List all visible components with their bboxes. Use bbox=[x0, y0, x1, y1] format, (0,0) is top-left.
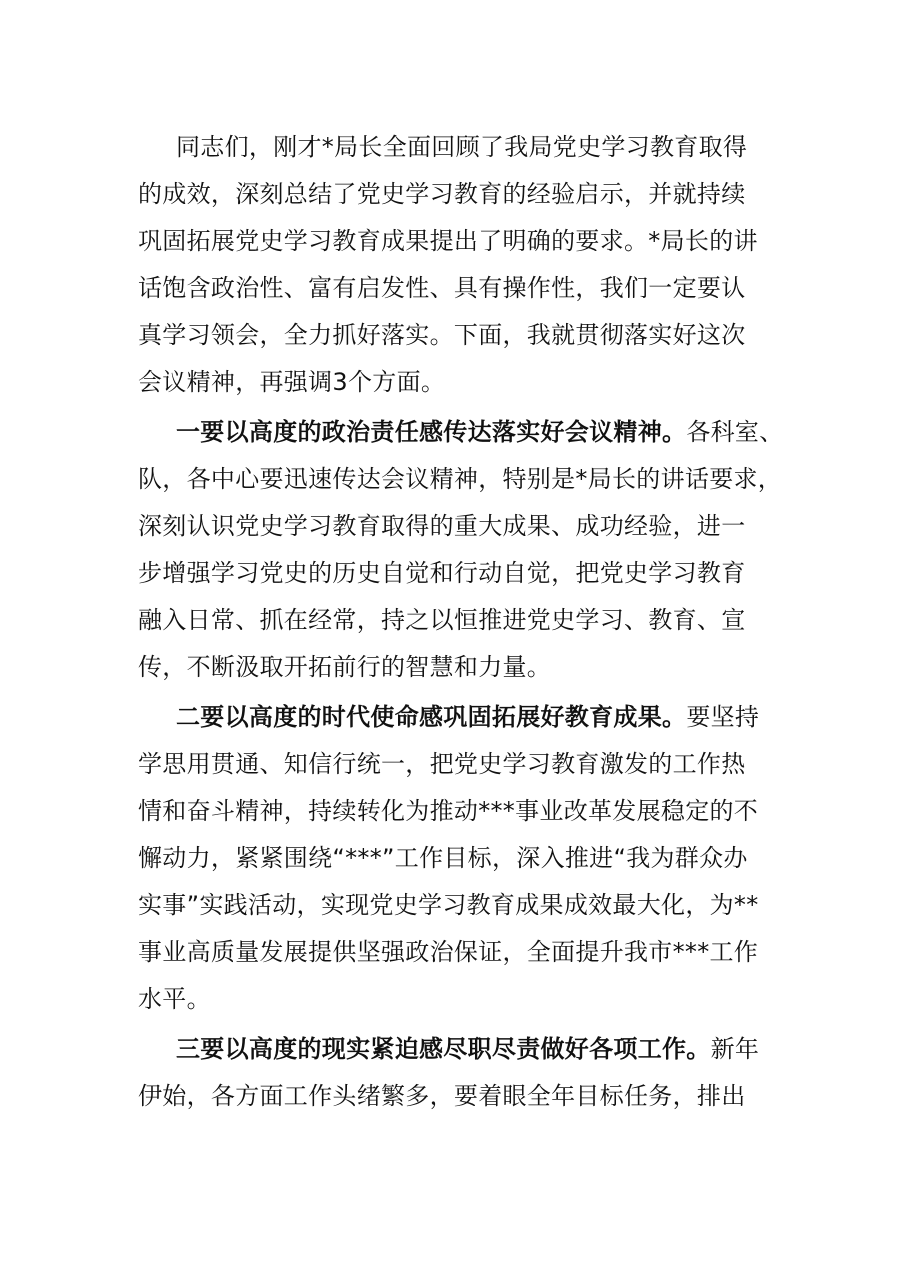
paragraph-point-two bbox=[138, 694, 778, 1023]
text-line: 伊始，各方面工作头绪繁多，要着眼全年目标任务，排出 bbox=[138, 1082, 746, 1110]
text-line: 传，不断汲取开拓前行的智慧和力量。 bbox=[138, 653, 552, 681]
document-body bbox=[138, 124, 784, 1120]
text-run: 新年 bbox=[710, 1035, 760, 1063]
paragraph-point-three bbox=[138, 1026, 778, 1120]
text-line: 话饱含政治性、富有启发性、具有操作性，我们一定要认 bbox=[138, 274, 746, 302]
section-heading: 三要以高度的现实紧迫感尽职尽责做好各项工作。 bbox=[176, 1035, 711, 1063]
text-line bbox=[138, 694, 778, 741]
text-line: 情和奋斗精神，持续转化为推动***事业改革发展稳定的不 bbox=[138, 797, 759, 825]
section-heading: 一要以高度的政治责任感传达落实好会议精神。 bbox=[176, 418, 687, 446]
text-line: 懈动力，紧紧围绕“***”工作目标，深入推进“我为群众办 bbox=[138, 844, 748, 872]
paragraph-intro bbox=[138, 124, 778, 406]
text-line: 真学习领会，全力抓好落实。下面，我就贯彻落实好这次 bbox=[138, 321, 746, 349]
text-line: 会议精神，再强调3个方面。 bbox=[138, 368, 446, 396]
paragraph-point-one bbox=[138, 409, 784, 691]
text-line: 深刻认识党史学习教育取得的重大成果、成功经验，进一 bbox=[138, 512, 746, 540]
section-heading: 二要以高度的时代使命感巩固拓展好教育成果。 bbox=[176, 703, 687, 731]
text-line: 水平。 bbox=[138, 985, 211, 1013]
text-line: 巩固拓展党史学习教育成果提出了明确的要求。*局长的讲 bbox=[138, 227, 758, 255]
text-line: 事业高质量发展提供坚强政治保证，全面提升我市***工作 bbox=[138, 938, 759, 966]
text-line bbox=[138, 409, 784, 456]
text-line: 步增强学习党史的历史自觉和行动自觉，把党史学习教育 bbox=[138, 559, 746, 587]
text-line: 实事”实践活动，实现党史学习教育成果成效最大化，为** bbox=[138, 891, 759, 919]
text-line: 融入日常、抓在经常，持之以恒推进党史学习、教育、宣 bbox=[138, 606, 746, 634]
text-line: 学思用贯通、知信行统一，把党史学习教育激发的工作热 bbox=[138, 750, 746, 778]
text-line: 的成效，深刻总结了党史学习教育的经验启示，并就持续 bbox=[138, 180, 746, 208]
text-run: 要坚持 bbox=[686, 703, 760, 731]
text-line: 队，各中心要迅速传达会议精神，特别是*局长的讲话要求， bbox=[138, 465, 783, 493]
text-run: 各科室、 bbox=[686, 418, 784, 446]
text-line: 同志们，刚才*局长全面回顾了我局党史学习教育取得 bbox=[176, 133, 748, 161]
text-line bbox=[138, 1026, 778, 1073]
